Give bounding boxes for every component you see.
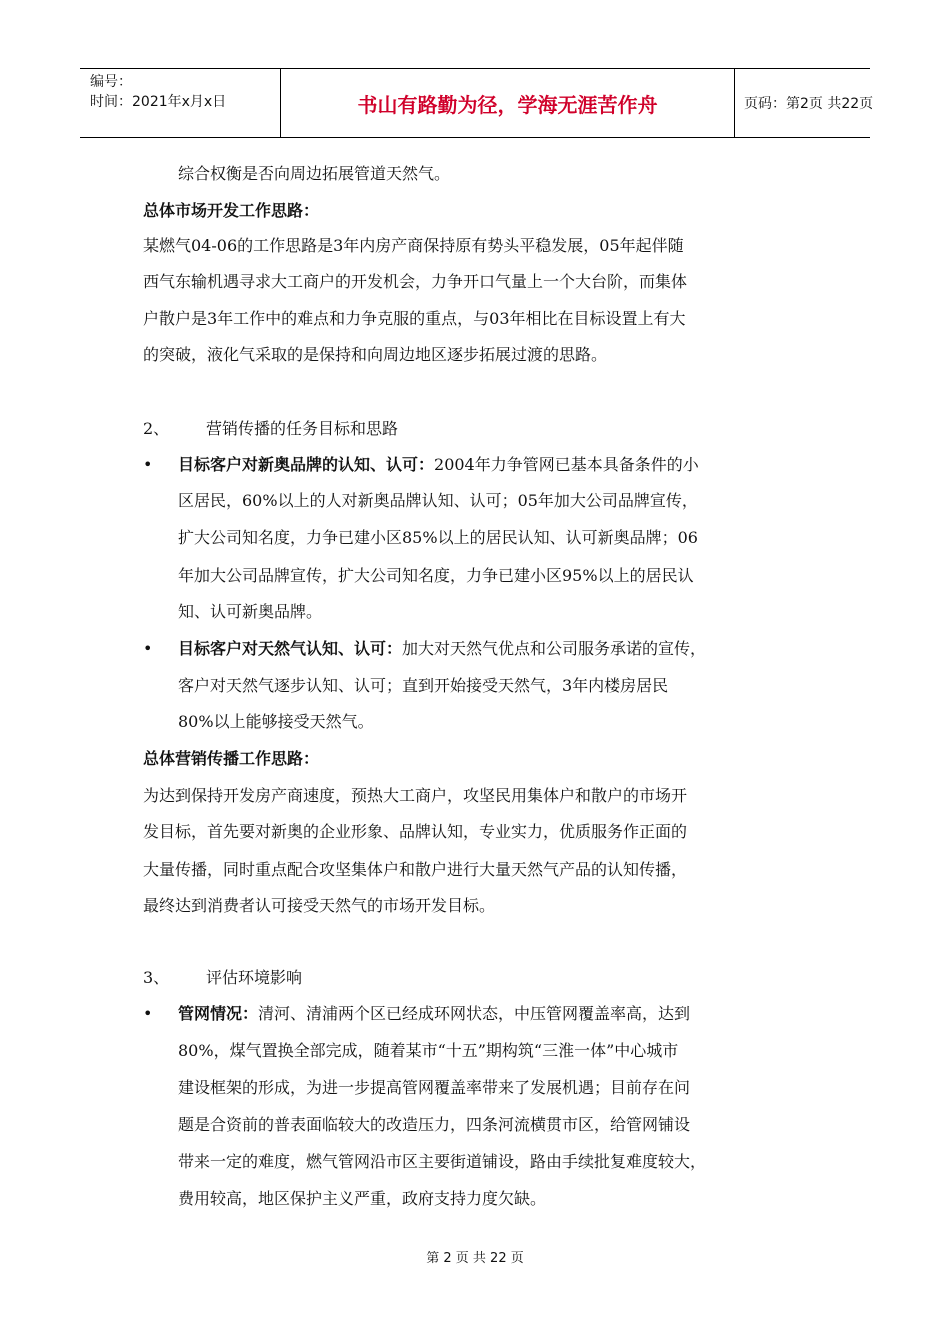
bullet-label: 目标客户对天然气认知、认可： (178, 639, 403, 658)
paragraph-line: 的突破，液化气采取的是保持和向周边地区逐步拓展过渡的思路。 (143, 345, 608, 364)
section-number: 3、 (143, 968, 170, 987)
bullet-continuation: 年加大公司品牌宣传，扩大公司知名度，力争已建小区95%以上的居民认 (178, 566, 694, 585)
paragraph-intro: 综合权衡是否向周边拓展管道天然气。 (178, 164, 451, 183)
bullet-text: 2004年力争管网已基本具备条件的小 (434, 455, 699, 474)
page-header (80, 68, 874, 138)
bullet-continuation: 80%，煤气置换全部完成，随着某市“十五”期构筑“三淮一体”中心城市 (178, 1041, 679, 1060)
doc-number-label: 编号： (90, 74, 132, 90)
paragraph-line: 最终达到消费者认可接受天然气的市场开发目标。 (143, 896, 496, 915)
heading-market-dev: 总体市场开发工作思路： (143, 201, 320, 220)
bullet-continuation: 费用较高，地区保护主义严重，政府支持力度欠缺。 (178, 1189, 547, 1208)
header-meta (80, 69, 280, 137)
section-number: 2、 (143, 419, 170, 438)
paragraph-line: 户散户是3年工作中的难点和力争克服的重点，与03年相比在目标设置上有大 (143, 309, 686, 328)
bullet-text: 清河、清浦两个区已经成环网状态，中压管网覆盖率高，达到 (258, 1004, 691, 1023)
bullet-continuation: 题是合资前的普表面临较大的改造压力，四条河流横贯市区，给管网铺设 (178, 1115, 691, 1134)
paragraph-line: 某燃气04-06的工作思路是3年内房产商保持原有势头平稳发展，05年起伴随 (143, 236, 684, 255)
bullet-continuation: 知、认可新奥品牌。 (178, 602, 323, 621)
header-page-info: 页码：第2页 共22页 (744, 96, 874, 112)
header-motto: 书山有路勤为径，学海无涯苦作舟 (280, 69, 735, 137)
paragraph-line: 发目标，首先要对新奥的企业形象、品牌认知，专业实力，优质服务作正面的 (143, 822, 688, 841)
bullet-label: 目标客户对新奥品牌的认知、认可： (178, 455, 435, 474)
bullet-continuation: 扩大公司知名度，力争已建小区85%以上的居民认知、认可新奥品牌；06 (178, 528, 698, 547)
bullet-icon: • (143, 455, 153, 474)
heading-marketing: 总体营销传播工作思路： (143, 749, 320, 768)
paragraph-line: 西气东输机遇寻求大工商户的开发机会，力争开口气量上一个大台阶，而集体 (143, 272, 688, 291)
bullet-continuation: 80%以上能够接受天然气。 (178, 712, 374, 731)
bullet-text: 加大对天然气优点和公司服务承诺的宣传， (402, 639, 707, 658)
paragraph-line: 大量传播，同时重点配合攻坚集体户和散户进行大量天然气产品的认知传播， (143, 860, 688, 879)
bullet-label: 管网情况： (178, 1004, 259, 1023)
page-footer: 第 2 页 共 22 页 (426, 1251, 524, 1266)
bullet-continuation: 建设框架的形成，为进一步提高管网覆盖率带来了发展机遇；目前存在问 (178, 1078, 691, 1097)
section-title: 评估环境影响 (206, 968, 303, 987)
paragraph-line: 为达到保持开发房产商速度，预热大工商户，攻坚民用集体户和散户的市场开 (143, 786, 688, 805)
bullet-item-gas (178, 639, 706, 659)
bullet-icon: • (143, 1004, 153, 1023)
section-title: 营销传播的任务目标和思路 (206, 419, 399, 438)
doc-date-label: 时间：2021年x月x日 (90, 94, 227, 110)
bullet-continuation: 客户对天然气逐步认知、认可；直到开始接受天然气，3年内楼房居民 (178, 676, 669, 695)
bullet-continuation: 区居民，60%以上的人对新奥品牌认知、认可；05年加大公司品牌宣传， (178, 491, 698, 510)
bullet-item-brand (178, 455, 699, 475)
bullet-item-network (178, 1004, 690, 1024)
bullet-continuation: 带来一定的难度，燃气管网沿市区主要街道铺设，路由手续批复难度较大， (178, 1152, 707, 1171)
bullet-icon: • (143, 639, 153, 658)
